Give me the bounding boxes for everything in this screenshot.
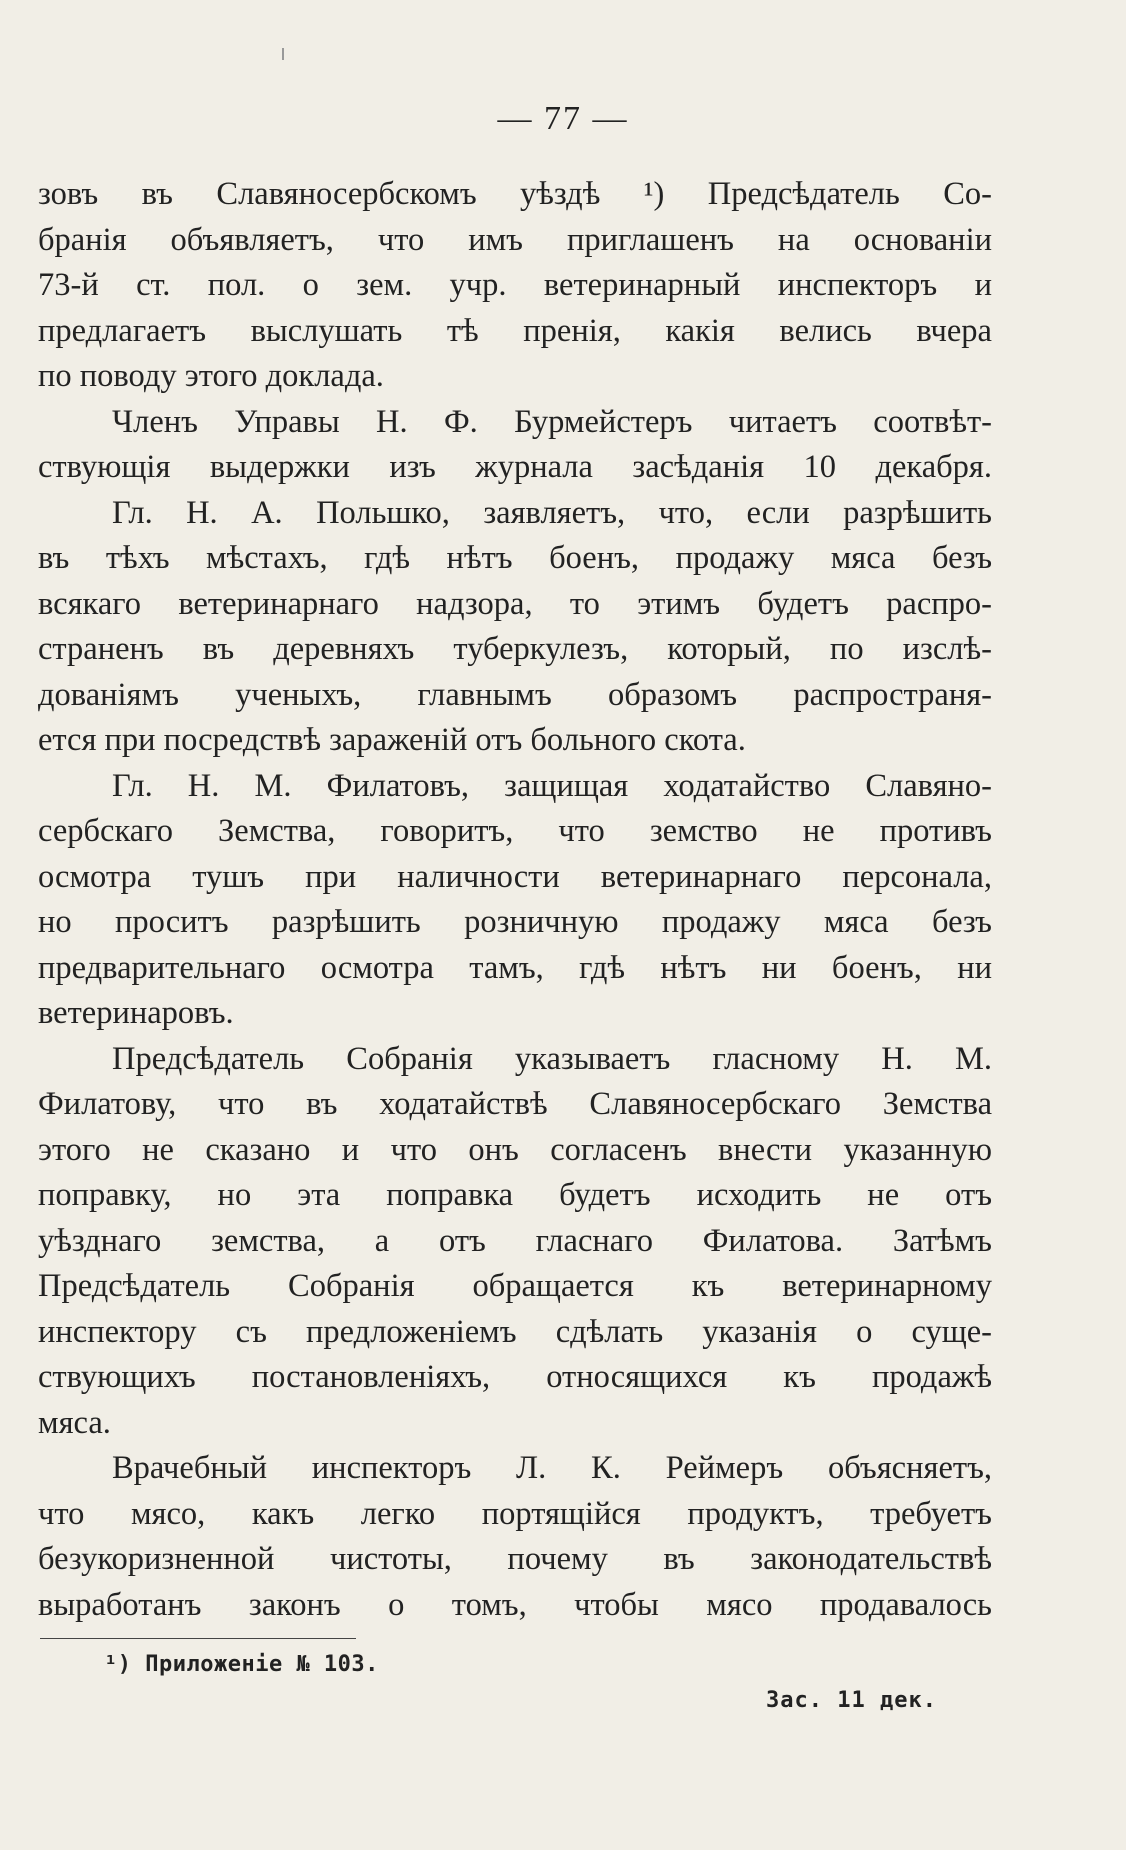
text-line: дованіямъ ученыхъ, главнымъ образомъ распространя- xyxy=(38,676,992,713)
text-line: осмотра тушъ при наличности ветеринарнаго персонала, xyxy=(38,858,992,895)
text-line: ствующія выдержки изъ журнала засѣданія 10 декабря. xyxy=(38,449,992,485)
text-line: въ тѣхъ мѣстахъ, гдѣ нѣтъ боенъ, продажу мяса безъ xyxy=(38,540,992,576)
text-line: выработанъ законъ о томъ, чтобы мясо продавалось xyxy=(38,1586,992,1623)
text-line: ветеринаровъ. xyxy=(38,995,234,1031)
text-line: Гл. Н. М. Филатовъ, защищая ходатайство Славяно- xyxy=(112,767,992,804)
text-line: поправку, но эта поправка будетъ исходить не отъ xyxy=(38,1177,992,1213)
text-line: мяса. xyxy=(38,1404,111,1441)
text-line: всякаго ветеринарнаго надзора, то этимъ будетъ распро- xyxy=(38,585,992,622)
text-line: Гл. Н. А. Польшко, заявляетъ, что, если разрѣшить xyxy=(112,494,992,531)
text-line: 73-й ст. пол. о зем. учр. ветеринарный инспекторъ и xyxy=(38,267,992,303)
page-number-header: — 77 — xyxy=(497,100,629,137)
signature-mark: Зас. 11 дек. xyxy=(766,1688,937,1713)
text-line: Врачебный инспекторъ Л. К. Реймеръ объясняетъ, xyxy=(112,1450,992,1486)
text-line: этого не сказано и что онъ согласенъ внести указанную xyxy=(38,1131,992,1168)
text-line: сербскаго Земства, говоритъ, что земство не противъ xyxy=(38,813,992,849)
text-line: но проситъ разрѣшить розничную продажу мяса безъ xyxy=(38,904,992,940)
text-line: ется при посредствѣ зараженій отъ больного скота. xyxy=(38,722,746,758)
text-line: инспектору съ предложеніемъ сдѣлать указанія о суще- xyxy=(38,1313,992,1350)
text-line: уѣзднаго земства, а отъ гласнаго Филатова. Затѣмъ xyxy=(38,1222,992,1259)
text-line: Членъ Управы Н. Ф. Бурмейстеръ читаетъ соотвѣт- xyxy=(112,403,992,440)
text-line: Филатову, что въ ходатайствѣ Славяносербскаго Земства xyxy=(38,1086,992,1122)
text-line: безукоризненной чистоты, почему въ законодательствѣ xyxy=(38,1541,992,1577)
text-line: зовъ въ Славяносербскомъ уѣздѣ ¹) Предсѣдатель Со- xyxy=(38,176,992,212)
text-line: предлагаетъ выслушать тѣ пренія, какія велись вчера xyxy=(38,312,992,349)
footnote-rule xyxy=(40,1638,356,1639)
text-line: страненъ въ деревняхъ туберкулезъ, который, по изслѣ- xyxy=(38,631,992,667)
text-line: Предсѣдатель Собранія обращается къ ветеринарному xyxy=(38,1268,992,1304)
text-line: Предсѣдатель Собранія указываетъ гласному Н. М. xyxy=(112,1040,992,1077)
footnote: ¹) Приложеніе № 103. xyxy=(104,1652,379,1677)
text-line: что мясо, какъ легко портящійся продуктъ, требуетъ xyxy=(38,1495,992,1532)
body-text xyxy=(38,172,992,1628)
scan-mark xyxy=(282,48,284,60)
text-line: предварительнаго осмотра тамъ, гдѣ нѣтъ ни боенъ, ни xyxy=(38,949,992,986)
text-line: ствующихъ постановленіяхъ, относящихся къ продажѣ xyxy=(38,1359,992,1395)
text-line: бранія объявляетъ, что имъ приглашенъ на основаніи xyxy=(38,221,992,258)
text-line: по поводу этого доклада. xyxy=(38,358,384,394)
